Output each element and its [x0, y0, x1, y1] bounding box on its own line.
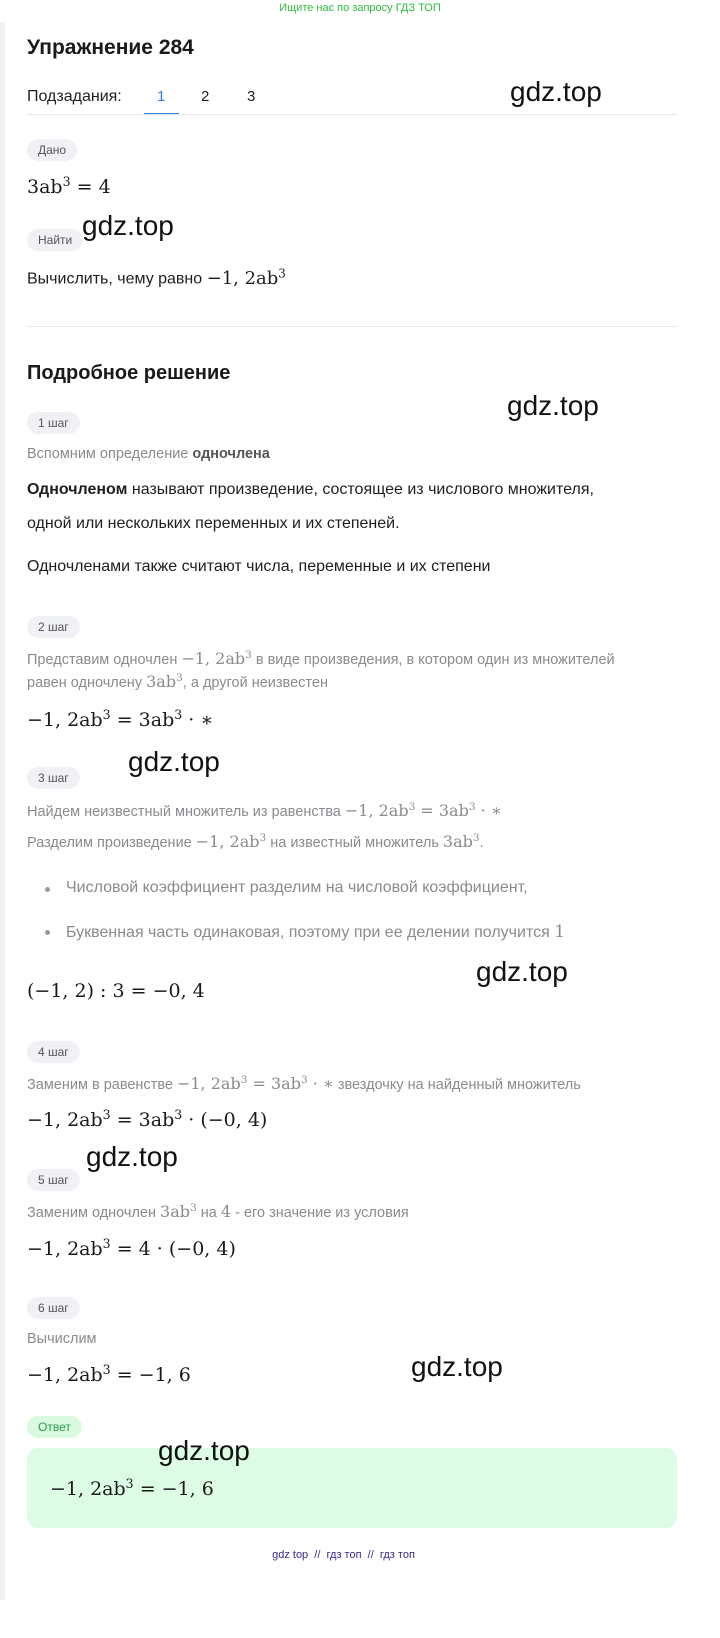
step-3-bullet-2: Буквенная часть одинаковая, поэтому при ее делении получится 1 — [66, 922, 566, 942]
find-badge: Найти — [27, 229, 83, 251]
step-2-text-line2: равен одночлену $3ab^3$, а другой неизвестен — [27, 672, 328, 691]
step-4-equation: −1, $2ab^3 = 3ab^3 \cdot (-0$, 4) — [27, 1107, 268, 1131]
tab-subtask-3[interactable]: 3 — [247, 88, 256, 105]
bullet-dot — [45, 887, 50, 892]
step-1-intro: Вспомним определение одночлена — [27, 446, 270, 462]
step-3-text-line1: Найдем неизвестный множитель из равенства −1, $2ab^3 = 3ab^3$ · ∗ — [27, 801, 502, 820]
step-4-text: Заменим в равенстве −1, $2ab^3 = 3ab^3$ · ∗ звездочку на найденный множитель — [27, 1074, 581, 1093]
step-2-badge: 2 шаг — [27, 616, 80, 638]
given-equation: $3ab^3 = 4$ — [27, 174, 111, 198]
solution-title: Подробное решение — [27, 362, 231, 384]
watermark: gdz.top — [128, 746, 220, 777]
watermark: gdz.top — [158, 1435, 250, 1466]
promo-banner[interactable]: Ищите нас по запросу ГДЗ ТОП — [279, 2, 441, 14]
answer-badge: Ответ — [27, 1416, 82, 1438]
step-1-note: Одночленами также считают числа, переменные и их степени — [27, 558, 491, 575]
watermark: gdz.top — [507, 390, 599, 421]
step-5-badge: 5 шаг — [27, 1169, 80, 1191]
step-6-badge: 6 шаг — [27, 1297, 80, 1319]
step-2-text-line1: Представим одночлен −1, $2ab^3$ в виде произведения, в котором один из множителей — [27, 649, 615, 668]
tab-subtask-2[interactable]: 2 — [201, 88, 210, 105]
page-title: Упражнение 284 — [27, 36, 194, 59]
step-5-text: Заменим одночлен $3ab^3$ на 4 - его значение из условия — [27, 1202, 409, 1221]
watermark: gdz.top — [510, 76, 602, 107]
step-6-text: Вычислим — [27, 1331, 97, 1347]
tab-subtask-1[interactable]: 1 — [157, 88, 166, 105]
section-divider — [27, 326, 677, 327]
watermark: gdz.top — [411, 1351, 503, 1382]
step-5-equation: −1, $2ab^3 = 4 \cdot (-0$, 4) — [27, 1236, 236, 1260]
step-6-equation: −1, $2ab^3 = -1$, 6 — [27, 1362, 191, 1386]
step-1-definition-line1: Одночленом называют произведение, состоящее из числового множителя, — [27, 481, 594, 498]
find-text: Вычислить, чему равно −1, $2ab^3$ — [27, 266, 286, 289]
tabs-divider — [27, 114, 677, 115]
step-3-badge: 3 шаг — [27, 767, 80, 789]
step-3-text-line2: Разделим произведение −1, $2ab^3$ на известный множитель $3ab^3$. — [27, 832, 484, 851]
watermark: gdz.top — [476, 956, 568, 987]
step-3-bullet-1: Числовой коэффициент разделим на числовой коэффициент, — [66, 879, 528, 896]
given-badge: Дано — [27, 139, 77, 161]
step-1-badge: 1 шаг — [27, 412, 80, 434]
subtasks-label: Подзадания: — [27, 88, 122, 105]
step-1-definition-line2: одной или нескольких переменных и их степеней. — [27, 515, 400, 532]
watermark: gdz.top — [82, 210, 174, 241]
step-2-equation: −1, $2ab^3 = 3ab^3$ · ∗ — [27, 707, 214, 731]
bullet-dot — [45, 930, 50, 935]
step-4-badge: 4 шаг — [27, 1041, 80, 1063]
watermark: gdz.top — [86, 1141, 178, 1172]
left-border — [0, 22, 5, 1600]
answer-equation: −1, $2ab^3 = -1$, 6 — [50, 1476, 214, 1500]
footer-links[interactable]: gdz top // гдз топ // гдз топ — [272, 1549, 415, 1561]
step-3-equation: (−1, 2) : 3 = −0, 4 — [27, 980, 205, 1002]
